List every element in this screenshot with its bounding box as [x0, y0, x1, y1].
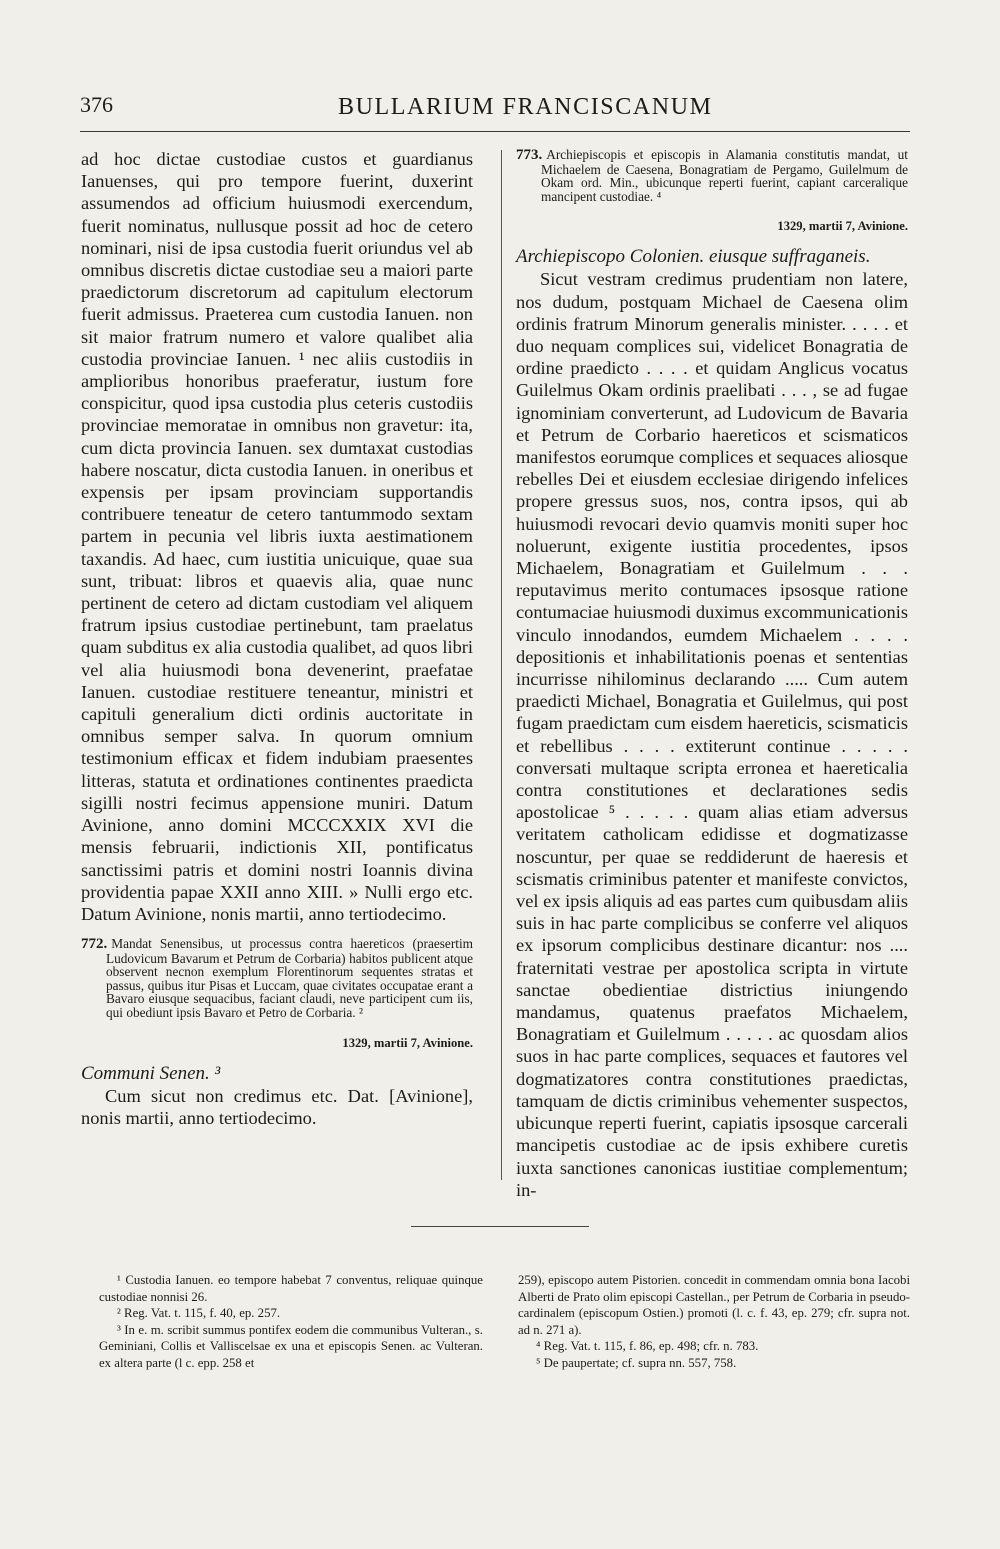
- entry-772-number: 772.: [81, 936, 108, 953]
- left-continuation-text: ad hoc dictae custodiae custos et guardianus Ianuenses, qui pro tempore fuerint, duxerint assumendos ad officium huiusmodi exercendum, fuerit nominatus, nullusque possit ad hoc de cetero nominari, nisi de ipsa custodia fuerit oriundus vel ab omnibus discretis dictae custodiae seu a maiori parte praedictorum discretorum ad capitulum electorum fuerit admissus. Praeterea cum custodia Ianuen. non sit maior fratrum numero et valore qualibet alia custodia provinciae Ianuen. ¹ nec aliis custodiis in amplioribus honoribus praeferatur, iustum fore conspicitur, quod ipsa custodia plus ceteris custodiis provinciae memoratae in omnibus non gravetur: ita, cum dicta provincia Ianuen. sex dumtaxat custodias habere noscatur, dicta custodia Ianuen. in oneribus et expensis per ipsam provinciam supportandis contribuere teneatur de cetero tantummodo sextam partem in pecunia vel libris iuxta aestimationem taxandis. Ad haec, cum iustitia unicuique, quae sua sunt, tribuat: libros et quaevis alia, quae nunc pertinent de cetero ad dictam custodiam vel aliquem fratrum ipsius custodiae pertinebunt, tam praelatus quam subditus ex alia custodia qualibet, ad quos libri vel alia huiusmodi bona devenerint, praefatae Ianuen. custodiae restituere teneantur, ministri et capituli generalium dicti ordinis auctoritate in omnibus semper salva. In quorum omnium testimonium efficax et fidem indubiam praesentes litteras, statuta et ordinationes continentes praedicta sigilli nostri fecimus appensione muniri. Datum Avinione, anno domini MCCCXXIX XVI die mensis februarii, indictionis XII, pontificatus sanctissimi patris et domini nostri Ioannis divina providentia papae XXII anno XIII. » Nulli ergo etc. Datum Avinione, nonis martii, anno tertiodecimo.: [81, 149, 473, 924]
- footnote-rule: [411, 1226, 589, 1227]
- page-header: [80, 92, 910, 132]
- footnotes-right: [518, 1272, 910, 1372]
- entry-772-summary: [81, 937, 473, 1020]
- footnotes-left: [99, 1272, 483, 1372]
- column-divider: [501, 150, 502, 1180]
- footnote-3: ³ In e. m. scribit summus pontifex eodem die communibus Vulteran., s. Geminiani, Collis et Valliscelsae ex una et episcopis Senen. ac Vulteran. ex altera parte (l c. epp. 258 et: [99, 1322, 483, 1370]
- entry-772-text: Cum sicut non credimus etc. Dat. [Avinione], nonis martii, anno tertiodecimo.: [81, 1085, 473, 1128]
- running-title: BULLARIUM FRANCISCANUM: [338, 94, 713, 120]
- footnote-5: ⁵ De paupertate; cf. supra nn. 557, 758.: [536, 1355, 737, 1370]
- entry-773-text: Sicut vestram credimus prudentiam non latere, nos dudum, postquam Michael de Caesena olim ordinis fratrum Minorum generalis minister. . . . . et duo nequam complices sui, videlicet Bonagratia de ordine praedicto . . . . et quidam Anglicus vocatus Guilelmus Okam ordinis praelibati . . . , se ad fugae ignominiam converterunt, ad Ludovicum de Bavaria et Petrum de Corbario haereticos et scismaticos manifestos eorumque complices et sequaces aliosque rebelles Dei et eiusdem ecclesiae dirigendo infelices propere gressus suos, nos, contra ipsos, qui ab huiusmodi revocari devio quamvis moniti super hoc noluerunt, exigente iustitia procedentes, ipsos Michaelem, Bonagratiam et Guilelmum . . . reputavimus merito contumaces ipsosque ratione contumaciae huiusmodi duximus excommunicationis vinculo innodandos, eumdem Michaelem . . . . depositionis et inhabilitationis poenas et sententias incurrisse nihilominus declarando ..... Cum autem praedicti Michael, Bonagratia et Guilelmus, qui post fugam praedictam cum eisdem haereticis, scismaticis et rebellibus . . . . extiterunt continue . . . . . conversati multaque scripta erronea et haereticalia contra constitutiones et declarationes sedis apostolicae ⁵ . . . . . quam alias etiam adversus veritatem catholicam edidisse et dogmatizasse noscuntur, per quae se reddiderunt de haeresis et scismatis criminibus patenter et manifeste convictos, vel ex ipsis aliquis ad eas partes cum quibusdam aliis suis in hac parte complicibus se conferre vel aliquos ex ipsorum complicibus destinare dicantur: nos .... fraternitati vestrae per apostolica scripta in virtute sanctae obedientiae districtius iniungendo mandamus, quatenus praefatos Michaelem, Bonagratiam et Guilelmum . . . . . ac quosdam alios suos in hac parte complices, sequaces et fautores vel dogmatizatores contra constitutiones praedictas, tamquam de dictis criminibus vehementer suspectos, ubicunque reperti fuerint, capiatis ipsosque carcerali mancipetis custodiae ac de ipsis exhibere curetis iuxta sanctiones canonicas iustitiae complementum; in-: [516, 269, 908, 1200]
- footnote-3-continuation: 259), episcopo autem Pistorien. concedit in commendam omnia bona Iacobi Alberti de Prato olim episcopi Castellan., per Petrum de Corbaria in pseudo-cardinalem (episcopum Ostien.) promoti (l. c. f. 43, ep. 279; cfr. supra not. ad n. 271 a).: [518, 1273, 910, 1337]
- entry-773-summary: [516, 148, 908, 203]
- entry-773-address: Archiepiscopo Colonien. eiusque suffraganeis.: [516, 246, 871, 268]
- entry-772-address: Communi Senen. ³: [81, 1062, 221, 1084]
- page-number: 376: [80, 92, 113, 117]
- footnote-4: ⁴ Reg. Vat. t. 115, f. 86, ep. 498; cfr. n. 783.: [536, 1339, 759, 1354]
- entry-772-summary-text: Mandat Senensibus, ut processus contra haereticos (praesertim Ludovicum Bavarum et Petrum de Corbaria) habitos publicent atque observent necnon exemplum Florentinorum sequentes stratas et passus, quibus itur Pisas et Luccam, quae civitates occupatae erant a Bavaro eiusque sequacibus, faciant claudi, neve participent cum iis, qui obediunt ipsis Bavaro et Petro de Corbaria. ²: [106, 936, 473, 1021]
- footnote-1: ¹ Custodia Ianuen. eo tempore habebat 7 conventus, reliquae quinque custodiae nonnisi 26.: [99, 1273, 483, 1304]
- entry-772-date: 1329, martii 7, Avinione.: [342, 1035, 473, 1050]
- header-rule: [80, 131, 910, 132]
- footnote-2: ² Reg. Vat. t. 115, f. 40, ep. 257.: [117, 1306, 281, 1321]
- left-column: [81, 148, 473, 1129]
- entry-773-date: 1329, martii 7, Avinione.: [777, 219, 908, 234]
- entry-773-number: 773.: [516, 147, 543, 163]
- entry-773-summary-text: Archiepiscopis et episcopis in Alamania constitutis mandat, ut Michaelem de Caesena, Bonagratiam de Pergamo, Guilelmum de Okam ord. Min., ubicunque reperti fuerint, capiant carceralique mancipent custodiae. ⁴: [541, 147, 908, 204]
- right-column: [516, 148, 908, 1201]
